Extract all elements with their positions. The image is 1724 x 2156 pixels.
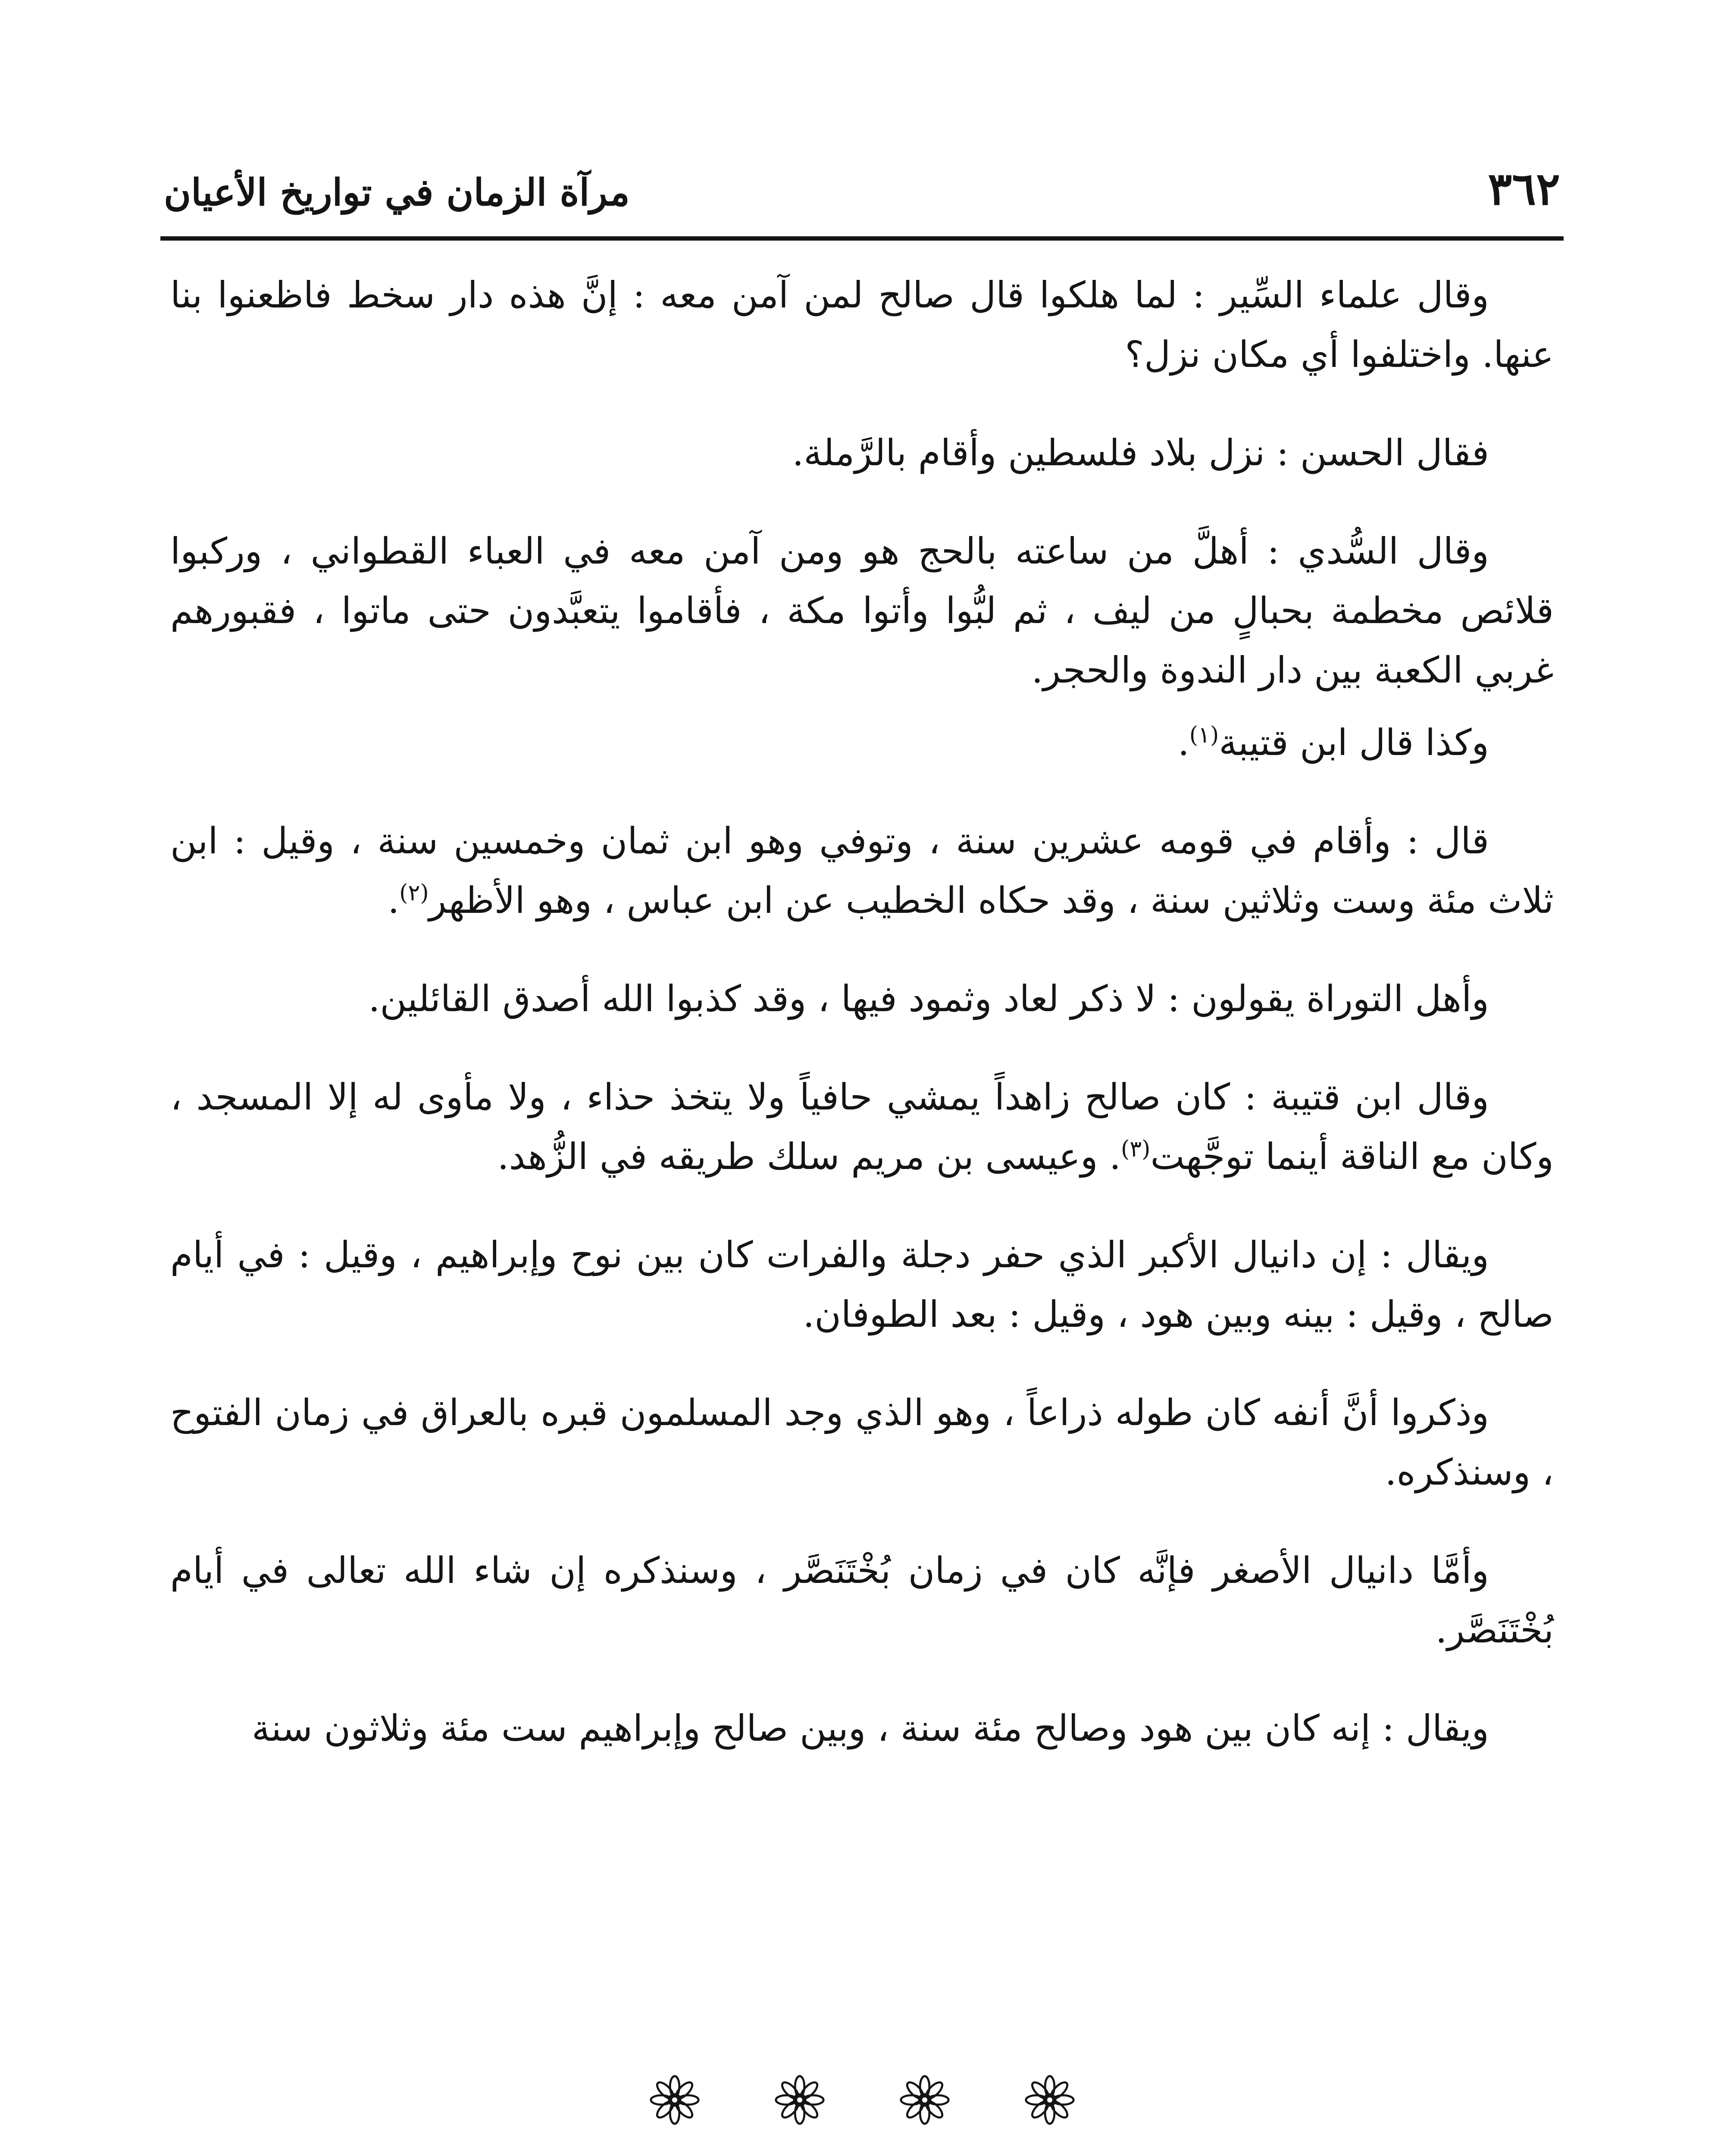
paragraph: فقال الحسن : نزل بلاد فلسطين وأقام بالرَّملة.: [792, 432, 1489, 474]
paragraph: وقال علماء السِّير : لما هلكوا قال صالح لمن آمن معه : إنَّ هذه دار سخط فاظعنوا بنا عنها. واختلفوا أي مكان نزل؟: [170, 274, 1554, 376]
paragraph: وأهل التوراة يقولون : لا ذكر لعاد وثمود فيها ، وقد كذبوا الله أصدق القائلين.: [368, 978, 1489, 1020]
floral-ornament-icon: [1024, 2074, 1076, 2126]
paragraph: وقال السُّدي : أهلَّ من ساعته بالحج هو ومن آمن معه في العباء القطواني ، وركبوا قلائص مخطمة بحبالٍ من ليف ، ثم لبُّوا وأتوا مكة ، فأقاموا يتعبَّدون حتى ماتوا ، فقبورهم غربي الكعبة بين دار الندوة والحجر.: [170, 530, 1554, 691]
footnote-marker: (٣): [1120, 1136, 1151, 1162]
section-divider: [0, 2074, 1724, 2126]
footnote-marker: (٢): [399, 880, 429, 906]
header-rule: [160, 236, 1564, 241]
paragraph: ويقال : إن دانيال الأكبر الذي حفر دجلة والفرات كان بين نوح وإبراهيم ، وقيل : في أيام صالح ، وقيل : بينه وبين هود ، وقيل : بعد الطوفان.: [170, 1234, 1554, 1335]
floral-ornament-icon: [899, 2074, 951, 2126]
paragraph: ويقال : إنه كان بين هود وصالح مئة سنة ، وبين صالح وإبراهيم ست مئة وثلاثون سنة: [252, 1707, 1489, 1749]
paragraph: قال : وأقام في قومه عشرين سنة ، وتوفي وهو ابن ثمان وخمسين سنة ، وقيل : ابن ثلاث مئة وست وثلاثين سنة ، وقد حكاه الخطيب عن ابن عباس ، وهو الأظهر$^{(٢)}$.: [170, 820, 1554, 921]
book-title: مرآة الزمان في تواريخ الأعيان: [164, 171, 630, 214]
page-number: ٣٦٢: [1488, 162, 1560, 215]
floral-ornament-icon: [649, 2074, 701, 2126]
main-text: [170, 265, 1554, 1797]
floral-ornament-icon: [774, 2074, 826, 2126]
paragraph: وأمَّا دانيال الأصغر فإنَّه كان في زمان بُخْتَنَصَّر ، وسنذكره إن شاء الله تعالى في أيام بُخْتَنَصَّر.: [170, 1549, 1554, 1651]
paragraph: وذكروا أنَّ أنفه كان طوله ذراعاً ، وهو الذي وجد المسلمون قبره بالعراق في زمان الفتوح ، وسنذكره.: [170, 1391, 1554, 1493]
running-header: [164, 125, 1560, 215]
footnote-marker: (١): [1189, 722, 1219, 748]
paragraph: وقال ابن قتيبة : كان صالح زاهداً يمشي حافياً ولا يتخذ حذاء ، ولا مأوى له إلا المسجد ، وكان مع الناقة أينما توجَّهت$^{(٣)}$. وعيسى بن مريم سلك طريقه في الزُّهد.: [170, 1076, 1554, 1178]
paragraph: وكذا قال ابن قتيبة$^{(١)}$.: [1178, 721, 1489, 764]
